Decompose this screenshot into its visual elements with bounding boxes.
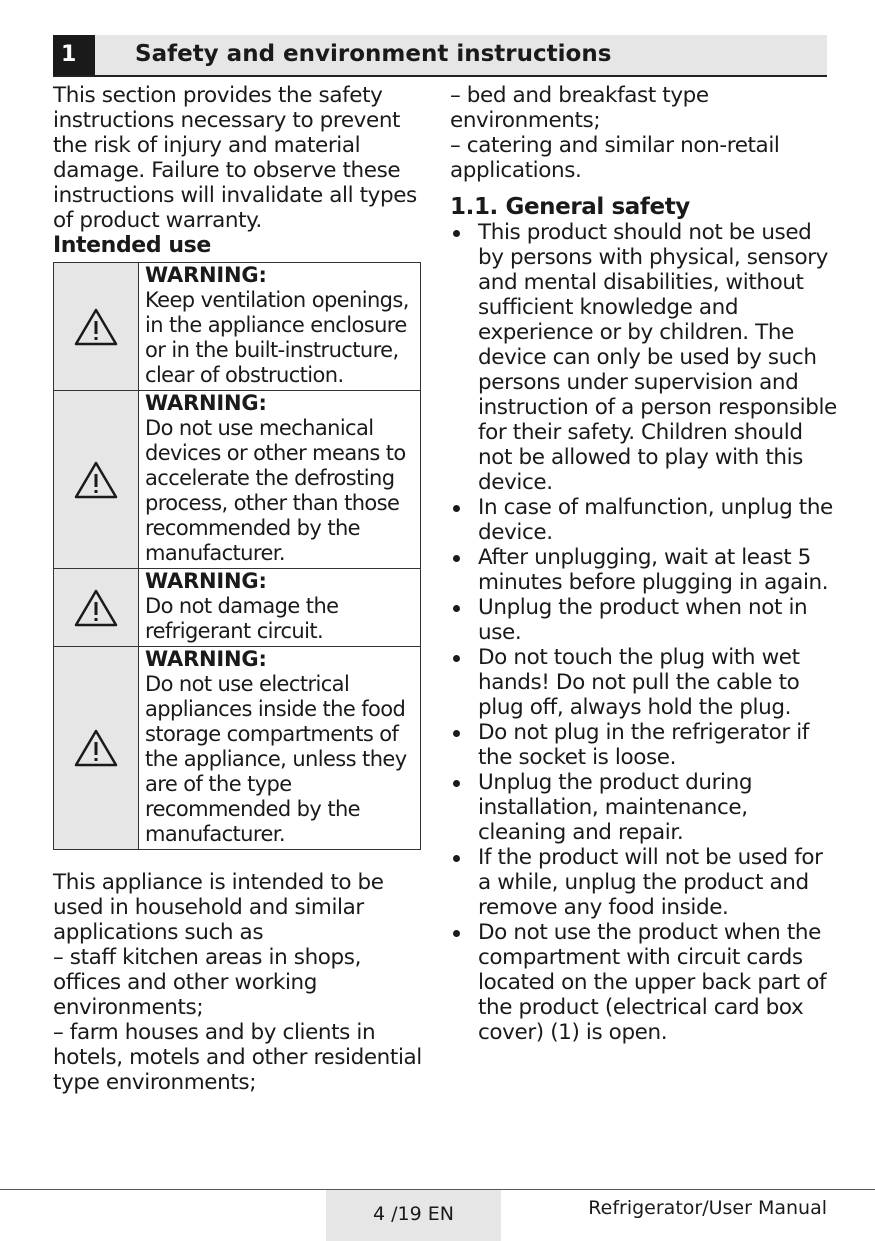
warning-title: WARNING:: [145, 569, 267, 593]
warning-text-cell: [139, 569, 421, 647]
list-item: Do not plug in the refrigerator if the socket is loose.: [450, 720, 840, 770]
warning-text-cell: [139, 263, 421, 391]
list-item: Do not use the product when the compartment with circuit cards located on the upper back part of the product (electrical card box cover) (1) is open.: [450, 920, 840, 1045]
intended-use-heading: Intended use: [53, 233, 211, 258]
usage-item: – farm houses and by clients in hotels, motels and other residential type environments;: [53, 1020, 422, 1095]
warning-icon-cell: [54, 263, 139, 391]
warning-text-cell: [139, 647, 421, 850]
usage-item: – bed and breakfast type environments;: [450, 83, 709, 133]
manual-title: Refrigerator/User Manual: [588, 1197, 827, 1219]
warning-row: [54, 391, 421, 569]
list-item: If the product will not be used for a while, unplug the product and remove any food inside.: [450, 845, 840, 920]
list-item: After unplugging, wait at least 5 minutes before plugging in again.: [450, 545, 840, 595]
intro-paragraph: This section provides the safety instructions necessary to prevent the risk of injury and material damage. Failure to observe these instructions will invalidate all types of product warranty.: [53, 83, 417, 233]
right-column: [450, 83, 840, 1045]
warning-row: [54, 263, 421, 391]
warning-text-cell: [139, 391, 421, 569]
warning-triangle-icon: [54, 588, 138, 628]
general-safety-heading: 1.1. General safety: [450, 194, 690, 220]
warning-table: [53, 262, 421, 850]
usage-intro: This appliance is intended to be used in household and similar applications such as: [53, 870, 384, 945]
left-column: [53, 83, 428, 1095]
warning-text: Keep ventilation openings, in the appliance enclosure or in the built-instructure, clear of obstruction.: [145, 288, 409, 387]
warning-triangle-icon: [54, 460, 138, 500]
warning-icon-cell: [54, 569, 139, 647]
list-item: This product should not be used by persons with physical, sensory and mental disabilities, without sufficient knowledge and experience or by children. The device can only be used by such persons under supervision and instruction of a person responsible for their safety. Children should not be allowed to play with this device.: [450, 220, 840, 495]
warning-text: Do not damage the refrigerant circuit.: [145, 594, 339, 643]
warning-row: [54, 647, 421, 850]
usage-item: – catering and similar non-retail applications.: [450, 133, 780, 183]
list-item: Unplug the product during installation, maintenance, cleaning and repair.: [450, 770, 840, 845]
warning-icon-cell: [54, 647, 139, 850]
warning-text: Do not use mechanical devices or other means to accelerate the defrosting process, other than those recommended by the manufacturer.: [145, 416, 406, 565]
section-header: [53, 35, 827, 77]
warning-title: WARNING:: [145, 263, 267, 287]
warning-row: [54, 569, 421, 647]
list-item: In case of malfunction, unplug the device.: [450, 495, 840, 545]
list-item: Do not touch the plug with wet hands! Do not pull the cable to plug off, always hold the plug.: [450, 645, 840, 720]
warning-title: WARNING:: [145, 647, 267, 671]
usage-item: – staff kitchen areas in shops, offices and other working environments;: [53, 945, 362, 1020]
warning-triangle-icon: [54, 307, 138, 347]
spacer: [53, 850, 428, 870]
section-number: 1: [53, 35, 95, 75]
page-number: 4 /19 EN: [326, 1190, 501, 1241]
warning-icon-cell: [54, 391, 139, 569]
warning-title: WARNING:: [145, 391, 267, 415]
warning-text: Do not use electrical appliances inside the food storage compartments of the appliance, unless they are of the type recommended by the manufacturer.: [145, 672, 407, 846]
warning-triangle-icon: [54, 728, 138, 768]
list-item: Unplug the product when not in use.: [450, 595, 840, 645]
safety-bullet-list: [450, 220, 840, 1045]
section-title: Safety and environment instructions: [135, 41, 612, 67]
